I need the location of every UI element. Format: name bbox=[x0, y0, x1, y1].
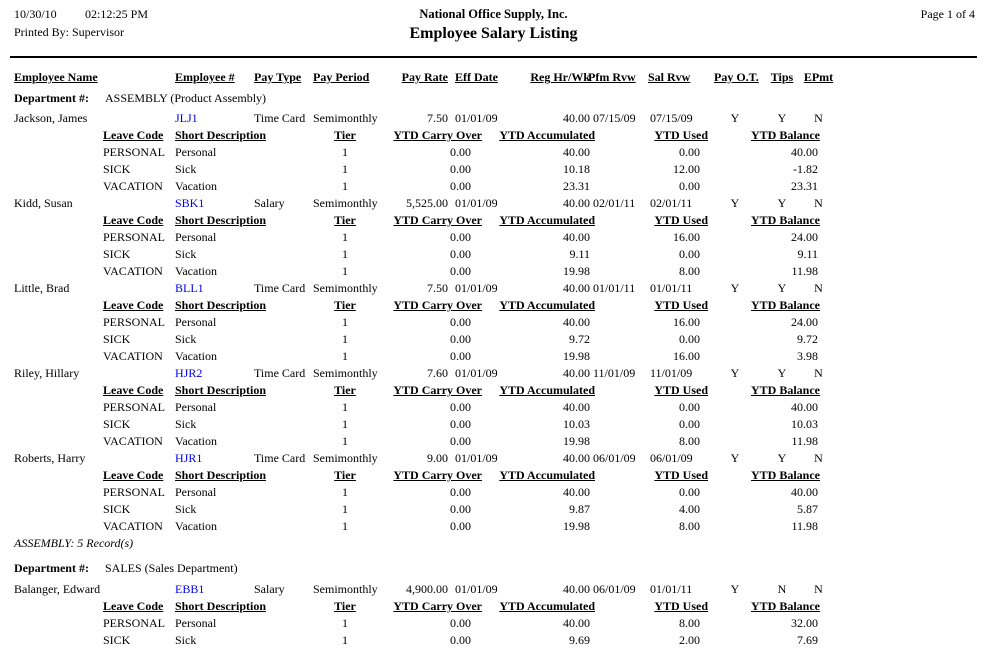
pfm-rvw: 06/01/09 bbox=[593, 451, 636, 465]
employee-name: Riley, Hillary bbox=[14, 366, 80, 380]
leave-tier: 1 bbox=[342, 434, 348, 448]
col-ytd-carry-over: YTD Carry Over bbox=[393, 298, 482, 312]
pay-ot-flag: Y bbox=[730, 196, 740, 210]
pay-ot-flag: Y bbox=[730, 281, 740, 295]
employee-number-link[interactable]: SBK1 bbox=[175, 196, 205, 210]
employee-number-link[interactable]: JLJ1 bbox=[175, 111, 198, 125]
pay-rate: 7.50 bbox=[427, 281, 448, 295]
pay-type: Time Card bbox=[254, 366, 306, 380]
pay-type: Time Card bbox=[254, 451, 306, 465]
ytd-used: 0.00 bbox=[679, 332, 700, 346]
reg-hr-wk: 40.00 bbox=[563, 582, 590, 596]
leave-code: SICK bbox=[103, 633, 131, 647]
ytd-balance: 9.72 bbox=[797, 332, 818, 346]
col-ytd-carry-over: YTD Carry Over bbox=[393, 468, 482, 482]
department-record-count: ASSEMBLY: 5 Record(s) bbox=[14, 536, 134, 550]
col-ytd-carry-over: YTD Carry Over bbox=[393, 213, 482, 227]
ytd-used: 4.00 bbox=[679, 502, 700, 516]
ytd-carry-over: 0.00 bbox=[450, 315, 471, 329]
col-ytd-balance: YTD Balance bbox=[751, 599, 820, 613]
leave-tier: 1 bbox=[342, 162, 348, 176]
col-ytd-accumulated: YTD Accumulated bbox=[499, 298, 595, 312]
leave-row bbox=[0, 230, 987, 247]
col-employee-number: Employee # bbox=[175, 70, 235, 84]
ytd-balance: 24.00 bbox=[791, 315, 818, 329]
col-short-description: Short Description bbox=[175, 383, 266, 397]
tips-flag: Y bbox=[777, 366, 787, 380]
pfm-rvw: 07/15/09 bbox=[593, 111, 636, 125]
ytd-carry-over: 0.00 bbox=[450, 230, 471, 244]
employee-number-link[interactable]: BLL1 bbox=[175, 281, 204, 295]
pay-type: Salary bbox=[254, 196, 285, 210]
leave-description: Vacation bbox=[175, 519, 217, 533]
col-employee-name: Employee Name bbox=[14, 70, 98, 84]
col-ytd-accumulated: YTD Accumulated bbox=[499, 128, 595, 142]
leave-tier: 1 bbox=[342, 519, 348, 533]
pay-ot-flag: Y bbox=[730, 111, 740, 125]
col-eff-date: Eff Date bbox=[455, 70, 498, 84]
col-leave-code: Leave Code bbox=[103, 468, 164, 482]
leave-code: PERSONAL bbox=[103, 616, 166, 630]
department-label: Department #: bbox=[14, 561, 89, 575]
sal-rvw: 01/01/11 bbox=[650, 582, 693, 596]
col-tier: Tier bbox=[334, 128, 356, 142]
pay-ot-flag: Y bbox=[730, 451, 740, 465]
leave-code: SICK bbox=[103, 502, 131, 516]
leave-code: PERSONAL bbox=[103, 485, 166, 499]
ytd-carry-over: 0.00 bbox=[450, 485, 471, 499]
employee-name: Jackson, James bbox=[14, 111, 88, 125]
col-ytd-carry-over: YTD Carry Over bbox=[393, 599, 482, 613]
department-row bbox=[0, 91, 987, 111]
leave-description: Vacation bbox=[175, 349, 217, 363]
ytd-accumulated: 19.98 bbox=[563, 519, 590, 533]
pay-type: Time Card bbox=[254, 111, 306, 125]
leave-header-row bbox=[0, 128, 987, 145]
leave-row bbox=[0, 349, 987, 366]
employee-row bbox=[0, 451, 987, 468]
leave-code: VACATION bbox=[103, 179, 163, 193]
col-ytd-used: YTD Used bbox=[654, 468, 708, 482]
department-name: ASSEMBLY (Product Assembly) bbox=[105, 91, 267, 105]
employee-name: Roberts, Harry bbox=[14, 451, 86, 465]
leave-description: Sick bbox=[175, 633, 197, 647]
tips-flag: Y bbox=[777, 281, 787, 295]
employee-name: Little, Brad bbox=[14, 281, 70, 295]
leave-description: Sick bbox=[175, 247, 197, 261]
employee-row bbox=[0, 281, 987, 298]
ytd-balance: 5.87 bbox=[797, 502, 818, 516]
leave-description: Sick bbox=[175, 417, 197, 431]
pay-ot-flag: Y bbox=[730, 366, 740, 380]
ytd-accumulated: 9.11 bbox=[569, 247, 590, 261]
col-ytd-carry-over: YTD Carry Over bbox=[393, 383, 482, 397]
ytd-carry-over: 0.00 bbox=[450, 264, 471, 278]
employee-name: Balanger, Edward bbox=[14, 582, 101, 596]
ytd-accumulated: 9.72 bbox=[569, 332, 590, 346]
pay-rate: 4,900.00 bbox=[406, 582, 448, 596]
col-leave-code: Leave Code bbox=[103, 213, 164, 227]
ytd-accumulated: 9.69 bbox=[569, 633, 590, 647]
leave-description: Personal bbox=[175, 315, 217, 329]
ytd-used: 8.00 bbox=[679, 434, 700, 448]
department-label: Department #: bbox=[14, 91, 89, 105]
col-leave-code: Leave Code bbox=[103, 298, 164, 312]
ytd-accumulated: 40.00 bbox=[563, 616, 590, 630]
pay-rate: 9.00 bbox=[427, 451, 448, 465]
leave-tier: 1 bbox=[342, 332, 348, 346]
ytd-used: 12.00 bbox=[673, 162, 700, 176]
report-header bbox=[0, 0, 987, 56]
ytd-balance: 11.98 bbox=[791, 264, 818, 278]
page-title: Employee Salary Listing bbox=[409, 25, 578, 42]
col-leave-code: Leave Code bbox=[103, 383, 164, 397]
leave-code: PERSONAL bbox=[103, 400, 166, 414]
ytd-used: 16.00 bbox=[673, 315, 700, 329]
col-short-description: Short Description bbox=[175, 468, 266, 482]
col-ytd-used: YTD Used bbox=[654, 383, 708, 397]
eff-date: 01/01/09 bbox=[455, 582, 498, 596]
ytd-used: 0.00 bbox=[679, 485, 700, 499]
ytd-balance: 3.98 bbox=[797, 349, 818, 363]
leave-description: Sick bbox=[175, 502, 197, 516]
col-ytd-balance: YTD Balance bbox=[751, 383, 820, 397]
tips-flag: N bbox=[777, 582, 787, 596]
employee-number-link[interactable]: HJR1 bbox=[175, 451, 203, 465]
leave-description: Vacation bbox=[175, 264, 217, 278]
column-header-row bbox=[0, 70, 987, 91]
eff-date: 01/01/09 bbox=[455, 451, 498, 465]
eff-date: 01/01/09 bbox=[455, 111, 498, 125]
leave-description: Vacation bbox=[175, 179, 217, 193]
ytd-balance: 40.00 bbox=[791, 485, 818, 499]
leave-tier: 1 bbox=[342, 616, 348, 630]
col-sal-rvw: Sal Rvw bbox=[648, 70, 691, 84]
ytd-used: 16.00 bbox=[673, 349, 700, 363]
ytd-used: 0.00 bbox=[679, 417, 700, 431]
leave-header-row bbox=[0, 213, 987, 230]
leave-row bbox=[0, 434, 987, 451]
employee-row bbox=[0, 196, 987, 213]
col-tier: Tier bbox=[334, 213, 356, 227]
leave-description: Personal bbox=[175, 400, 217, 414]
ytd-carry-over: 0.00 bbox=[450, 179, 471, 193]
ytd-accumulated: 40.00 bbox=[563, 230, 590, 244]
col-reg-hr-wk: Reg Hr/Wk bbox=[530, 70, 590, 84]
ytd-balance: 32.00 bbox=[791, 616, 818, 630]
ytd-balance: 24.00 bbox=[791, 230, 818, 244]
print-date: 10/30/10 bbox=[14, 7, 57, 21]
pay-period: Semimonthly bbox=[313, 451, 378, 465]
col-pay-type: Pay Type bbox=[254, 70, 302, 84]
sal-rvw: 06/01/09 bbox=[650, 451, 693, 465]
leave-tier: 1 bbox=[342, 315, 348, 329]
leave-header-row bbox=[0, 468, 987, 485]
ytd-used: 2.00 bbox=[679, 633, 700, 647]
leave-description: Personal bbox=[175, 485, 217, 499]
col-leave-code: Leave Code bbox=[103, 128, 164, 142]
ytd-accumulated: 19.98 bbox=[563, 264, 590, 278]
reg-hr-wk: 40.00 bbox=[563, 196, 590, 210]
ytd-used: 8.00 bbox=[679, 264, 700, 278]
pfm-rvw: 01/01/11 bbox=[593, 281, 636, 295]
col-ytd-used: YTD Used bbox=[654, 298, 708, 312]
leave-tier: 1 bbox=[342, 230, 348, 244]
pay-period: Semimonthly bbox=[313, 281, 378, 295]
printed-by: Printed By: Supervisor bbox=[14, 25, 124, 39]
tips-flag: Y bbox=[777, 111, 787, 125]
leave-row bbox=[0, 264, 987, 281]
pay-rate: 7.50 bbox=[427, 111, 448, 125]
ytd-used: 16.00 bbox=[673, 230, 700, 244]
leave-code: VACATION bbox=[103, 264, 163, 278]
pfm-rvw: 11/01/09 bbox=[593, 366, 636, 380]
sal-rvw: 02/01/11 bbox=[650, 196, 693, 210]
leave-code: PERSONAL bbox=[103, 230, 166, 244]
col-pay-period: Pay Period bbox=[313, 70, 370, 84]
leave-row bbox=[0, 519, 987, 536]
tips-flag: Y bbox=[777, 196, 787, 210]
leave-tier: 1 bbox=[342, 485, 348, 499]
col-short-description: Short Description bbox=[175, 599, 266, 613]
ytd-carry-over: 0.00 bbox=[450, 616, 471, 630]
ytd-carry-over: 0.00 bbox=[450, 434, 471, 448]
pay-period: Semimonthly bbox=[313, 111, 378, 125]
leave-code: SICK bbox=[103, 332, 131, 346]
leave-tier: 1 bbox=[342, 349, 348, 363]
eff-date: 01/01/09 bbox=[455, 196, 498, 210]
epmt-flag: N bbox=[814, 451, 823, 465]
col-short-description: Short Description bbox=[175, 213, 266, 227]
pay-rate: 7.60 bbox=[427, 366, 448, 380]
leave-description: Personal bbox=[175, 145, 217, 159]
page-number: Page 1 of 4 bbox=[920, 7, 975, 21]
col-ytd-balance: YTD Balance bbox=[751, 298, 820, 312]
leave-header-row bbox=[0, 599, 987, 616]
col-tier: Tier bbox=[334, 468, 356, 482]
eff-date: 01/01/09 bbox=[455, 281, 498, 295]
report-body bbox=[0, 56, 987, 650]
col-tier: Tier bbox=[334, 599, 356, 613]
col-tips: Tips bbox=[770, 70, 794, 84]
leave-description: Sick bbox=[175, 162, 197, 176]
leave-row bbox=[0, 616, 987, 633]
ytd-balance: 40.00 bbox=[791, 400, 818, 414]
leave-row bbox=[0, 179, 987, 196]
leave-row bbox=[0, 162, 987, 179]
ytd-accumulated: 19.98 bbox=[563, 349, 590, 363]
leave-tier: 1 bbox=[342, 179, 348, 193]
sal-rvw: 01/01/11 bbox=[650, 281, 693, 295]
pay-ot-flag: Y bbox=[730, 582, 740, 596]
epmt-flag: N bbox=[814, 111, 823, 125]
ytd-carry-over: 0.00 bbox=[450, 332, 471, 346]
leave-header-row bbox=[0, 298, 987, 315]
ytd-accumulated: 9.87 bbox=[569, 502, 590, 516]
pay-period: Semimonthly bbox=[313, 582, 378, 596]
leave-code: PERSONAL bbox=[103, 315, 166, 329]
print-time: 02:12:25 PM bbox=[85, 7, 149, 21]
company-name: National Office Supply, Inc. bbox=[419, 7, 568, 21]
ytd-accumulated: 40.00 bbox=[563, 315, 590, 329]
leave-row bbox=[0, 485, 987, 502]
leave-code: SICK bbox=[103, 417, 131, 431]
leave-row bbox=[0, 400, 987, 417]
sal-rvw: 07/15/09 bbox=[650, 111, 693, 125]
employee-name: Kidd, Susan bbox=[14, 196, 73, 210]
pay-type: Time Card bbox=[254, 281, 306, 295]
col-ytd-balance: YTD Balance bbox=[751, 128, 820, 142]
pay-period: Semimonthly bbox=[313, 366, 378, 380]
leave-tier: 1 bbox=[342, 417, 348, 431]
col-ytd-used: YTD Used bbox=[654, 213, 708, 227]
reg-hr-wk: 40.00 bbox=[563, 366, 590, 380]
ytd-balance: 40.00 bbox=[791, 145, 818, 159]
employee-row bbox=[0, 582, 987, 599]
col-ytd-used: YTD Used bbox=[654, 128, 708, 142]
ytd-balance: 11.98 bbox=[791, 519, 818, 533]
leave-description: Personal bbox=[175, 616, 217, 630]
col-short-description: Short Description bbox=[175, 298, 266, 312]
leave-tier: 1 bbox=[342, 400, 348, 414]
leave-code: PERSONAL bbox=[103, 145, 166, 159]
ytd-used: 0.00 bbox=[679, 145, 700, 159]
leave-tier: 1 bbox=[342, 145, 348, 159]
col-tier: Tier bbox=[334, 383, 356, 397]
ytd-balance: 9.11 bbox=[797, 247, 818, 261]
leave-row bbox=[0, 417, 987, 434]
pay-type: Salary bbox=[254, 582, 285, 596]
leave-code: SICK bbox=[103, 247, 131, 261]
ytd-used: 0.00 bbox=[679, 400, 700, 414]
col-ytd-balance: YTD Balance bbox=[751, 213, 820, 227]
ytd-accumulated: 40.00 bbox=[563, 145, 590, 159]
col-ytd-accumulated: YTD Accumulated bbox=[499, 383, 595, 397]
ytd-used: 8.00 bbox=[679, 616, 700, 630]
col-ytd-accumulated: YTD Accumulated bbox=[499, 213, 595, 227]
leave-code: SICK bbox=[103, 162, 131, 176]
tips-flag: Y bbox=[777, 451, 787, 465]
col-epmt: EPmt bbox=[803, 70, 834, 84]
ytd-balance: 10.03 bbox=[791, 417, 818, 431]
ytd-carry-over: 0.00 bbox=[450, 633, 471, 647]
leave-row bbox=[0, 315, 987, 332]
ytd-balance: 11.98 bbox=[791, 434, 818, 448]
leave-code: VACATION bbox=[103, 434, 163, 448]
col-leave-code: Leave Code bbox=[103, 599, 164, 613]
leave-row bbox=[0, 633, 987, 650]
ytd-balance: -1.82 bbox=[793, 162, 818, 176]
ytd-balance: 7.69 bbox=[797, 633, 818, 647]
col-ytd-used: YTD Used bbox=[654, 599, 708, 613]
leave-row bbox=[0, 502, 987, 519]
leave-tier: 1 bbox=[342, 247, 348, 261]
reg-hr-wk: 40.00 bbox=[563, 451, 590, 465]
pfm-rvw: 06/01/09 bbox=[593, 582, 636, 596]
col-tier: Tier bbox=[334, 298, 356, 312]
ytd-carry-over: 0.00 bbox=[450, 349, 471, 363]
epmt-flag: N bbox=[814, 582, 823, 596]
ytd-carry-over: 0.00 bbox=[450, 247, 471, 261]
reg-hr-wk: 40.00 bbox=[563, 111, 590, 125]
col-pfm-rvw: Pfm Rvw bbox=[588, 70, 636, 84]
ytd-carry-over: 0.00 bbox=[450, 519, 471, 533]
col-ytd-carry-over: YTD Carry Over bbox=[393, 128, 482, 142]
pay-period: Semimonthly bbox=[313, 196, 378, 210]
ytd-accumulated: 40.00 bbox=[563, 485, 590, 499]
department-row bbox=[0, 561, 987, 582]
ytd-accumulated: 10.03 bbox=[563, 417, 590, 431]
col-ytd-accumulated: YTD Accumulated bbox=[499, 468, 595, 482]
col-ytd-balance: YTD Balance bbox=[751, 468, 820, 482]
ytd-accumulated: 19.98 bbox=[563, 434, 590, 448]
pay-rate: 5,525.00 bbox=[406, 196, 448, 210]
leave-code: VACATION bbox=[103, 519, 163, 533]
col-short-description: Short Description bbox=[175, 128, 266, 142]
leave-tier: 1 bbox=[342, 633, 348, 647]
col-ytd-accumulated: YTD Accumulated bbox=[499, 599, 595, 613]
department-summary-row bbox=[0, 536, 987, 561]
ytd-accumulated: 23.31 bbox=[563, 179, 590, 193]
employee-number-link[interactable]: EBB1 bbox=[175, 582, 205, 596]
leave-description: Sick bbox=[175, 332, 197, 346]
ytd-carry-over: 0.00 bbox=[450, 145, 471, 159]
employee-row bbox=[0, 366, 987, 383]
ytd-carry-over: 0.00 bbox=[450, 162, 471, 176]
reg-hr-wk: 40.00 bbox=[563, 281, 590, 295]
epmt-flag: N bbox=[814, 366, 823, 380]
employee-number-link[interactable]: HJR2 bbox=[175, 366, 203, 380]
epmt-flag: N bbox=[814, 281, 823, 295]
leave-code: VACATION bbox=[103, 349, 163, 363]
leave-description: Vacation bbox=[175, 434, 217, 448]
leave-row bbox=[0, 247, 987, 264]
employee-row bbox=[0, 111, 987, 128]
leave-header-row bbox=[0, 383, 987, 400]
pfm-rvw: 02/01/11 bbox=[593, 196, 636, 210]
ytd-carry-over: 0.00 bbox=[450, 400, 471, 414]
ytd-used: 0.00 bbox=[679, 179, 700, 193]
leave-description: Personal bbox=[175, 230, 217, 244]
col-pay-ot: Pay O.T. bbox=[714, 70, 759, 84]
eff-date: 01/01/09 bbox=[455, 366, 498, 380]
col-pay-rate: Pay Rate bbox=[401, 70, 448, 84]
leave-tier: 1 bbox=[342, 502, 348, 516]
sal-rvw: 11/01/09 bbox=[650, 366, 693, 380]
ytd-used: 0.00 bbox=[679, 247, 700, 261]
department-name: SALES (Sales Department) bbox=[105, 561, 238, 575]
ytd-balance: 23.31 bbox=[791, 179, 818, 193]
ytd-carry-over: 0.00 bbox=[450, 417, 471, 431]
ytd-used: 8.00 bbox=[679, 519, 700, 533]
leave-tier: 1 bbox=[342, 264, 348, 278]
leave-row bbox=[0, 332, 987, 349]
ytd-carry-over: 0.00 bbox=[450, 502, 471, 516]
ytd-accumulated: 40.00 bbox=[563, 400, 590, 414]
ytd-accumulated: 10.18 bbox=[563, 162, 590, 176]
leave-row bbox=[0, 145, 987, 162]
epmt-flag: N bbox=[814, 196, 823, 210]
